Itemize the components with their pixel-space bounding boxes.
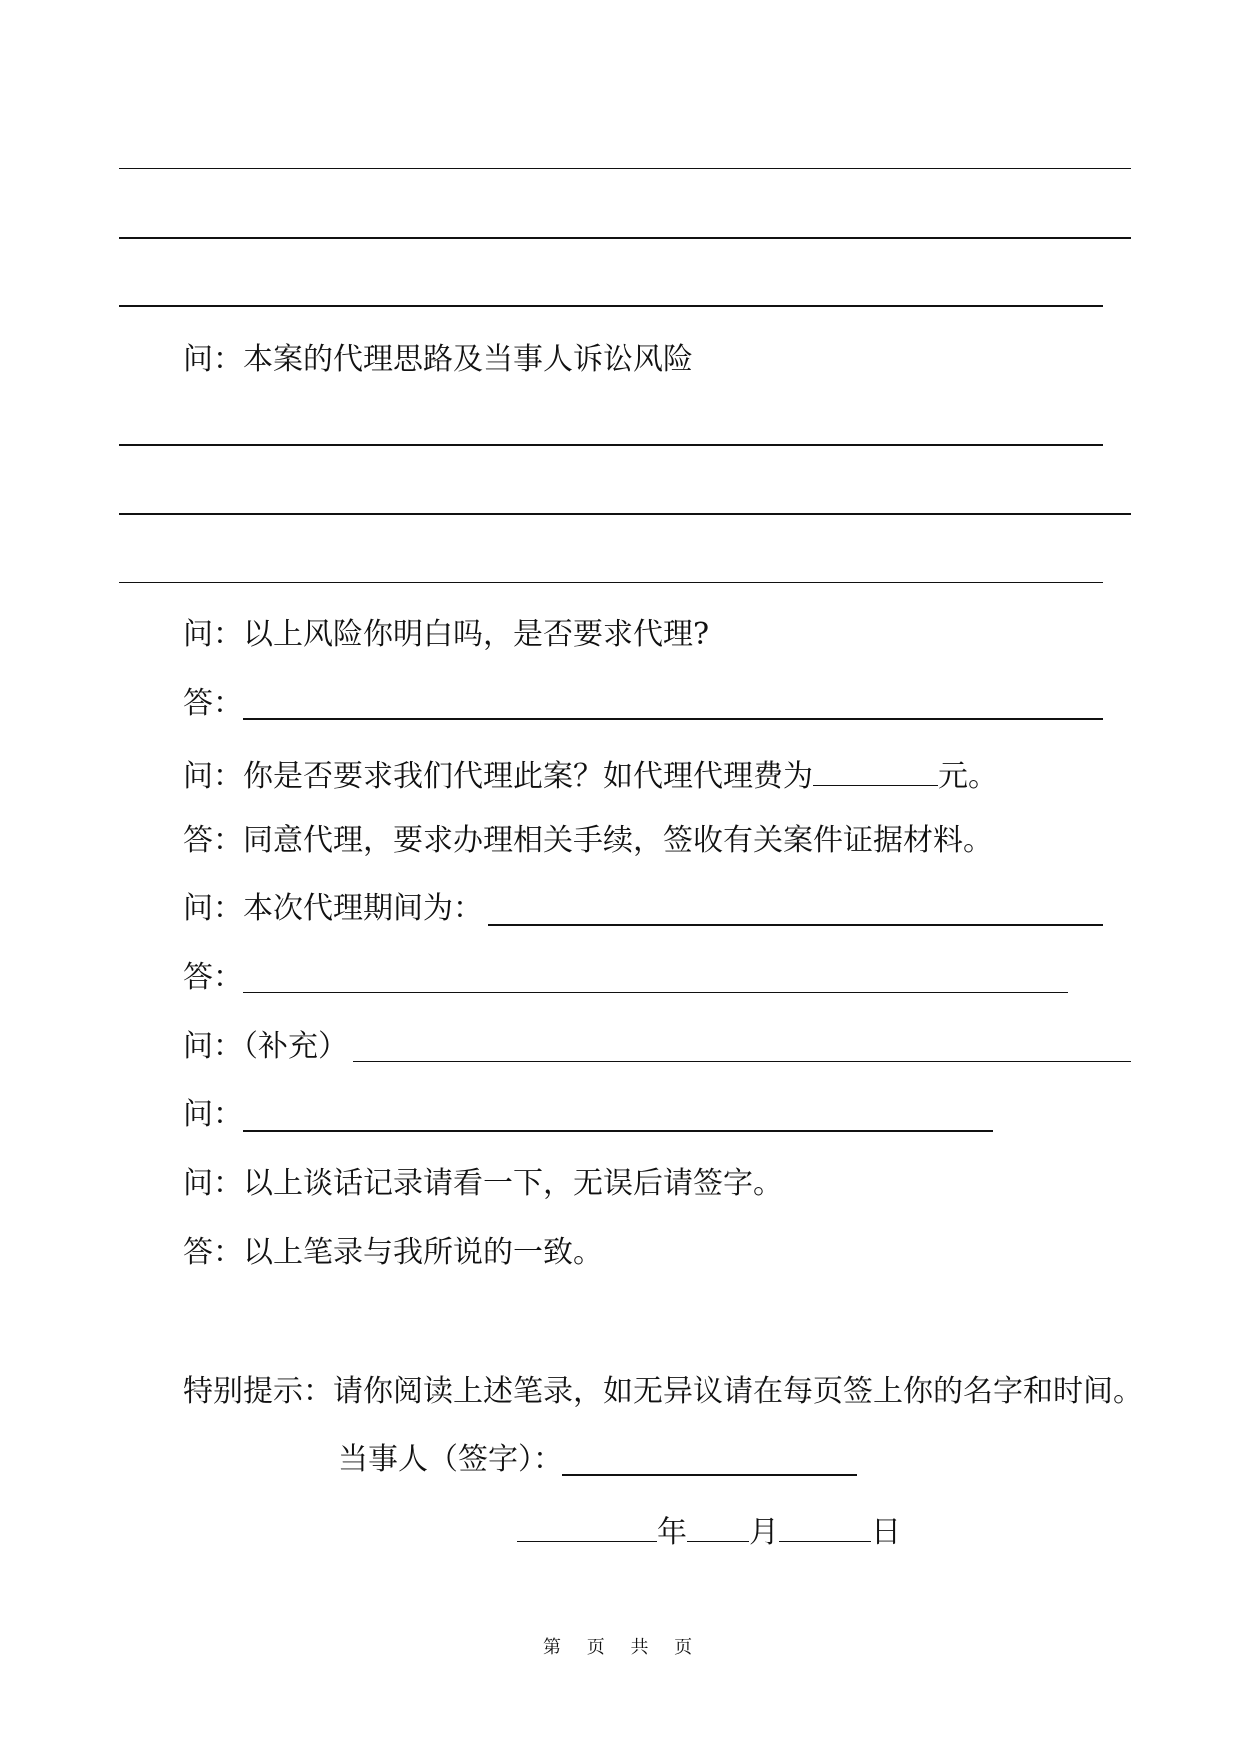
fee-unit: 元。 (938, 759, 998, 794)
answer-agree: 答：同意代理，要求办理相关手续，签收有关案件证据材料。 (183, 823, 993, 858)
question-blank[interactable] (243, 1130, 993, 1132)
fee-blank[interactable] (813, 753, 938, 786)
signature-blank[interactable] (562, 1474, 857, 1476)
question-fee-text: 问：你是否要求我们代理此案？如代理代理费为 (183, 759, 813, 794)
answer-period-blank[interactable] (243, 992, 1068, 993)
question-supplement: 问：（补充） (183, 1029, 348, 1064)
month-blank[interactable] (687, 1509, 749, 1542)
answer-line-2 (119, 237, 1131, 239)
year-blank[interactable] (517, 1509, 657, 1542)
answer-label: 答： (183, 686, 243, 721)
question-strategy: 问：本案的代理思路及当事人诉讼风险 (183, 342, 693, 377)
question-blank-label: 问： (183, 1097, 243, 1132)
answer-line-4 (119, 444, 1103, 446)
answer-line-1 (119, 168, 1131, 169)
year-label: 年 (657, 1515, 687, 1550)
answer-line-5 (119, 513, 1131, 515)
question-fee (183, 753, 998, 797)
question-review: 问：以上谈话记录请看一下，无误后请签字。 (183, 1166, 783, 1201)
question-period: 问：本次代理期间为： (183, 891, 483, 926)
answer-line-6 (119, 582, 1103, 583)
day-label: 日 (871, 1515, 901, 1550)
page-footer: 第 页 共 页 (543, 1637, 703, 1658)
day-blank[interactable] (779, 1509, 871, 1542)
date-row (517, 1509, 901, 1553)
special-notice: 特别提示：请你阅读上述笔录，如无异议请在每页签上你的名字和时间。 (183, 1374, 1143, 1409)
answer-period-label: 答： (183, 960, 243, 995)
month-label: 月 (749, 1515, 779, 1550)
answer-consistent: 答：以上笔录与我所说的一致。 (183, 1235, 603, 1270)
answer-line-3 (119, 305, 1103, 307)
signer-label: 当事人（签字）： (338, 1442, 563, 1477)
question-understand: 问：以上风险你明白吗，是否要求代理? (183, 617, 710, 652)
period-blank[interactable] (488, 924, 1103, 926)
supplement-blank[interactable] (353, 1061, 1131, 1062)
answer-blank[interactable] (243, 718, 1103, 720)
